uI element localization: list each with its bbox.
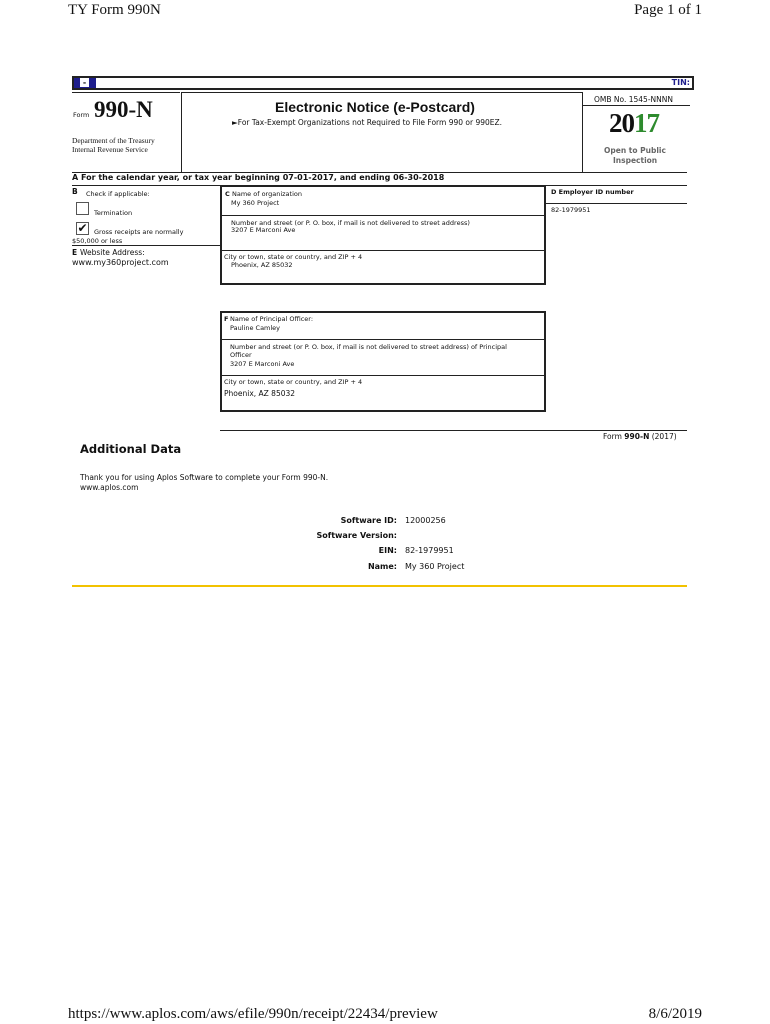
tin-label: TIN: [671, 78, 690, 87]
officer-name-value: Pauline Camley [230, 324, 281, 332]
name-label: Name: [367, 562, 397, 571]
irs-text: Internal Revenue Service [72, 145, 148, 154]
officer-city-value: Phoenix, AZ 85032 [224, 389, 296, 398]
top-bar-dash: - [80, 78, 89, 87]
omb-rule [582, 105, 690, 106]
gross-receipts-checkbox[interactable]: ✔ [77, 221, 88, 235]
yellow-divider [72, 585, 687, 587]
software-id-label: Software ID: [340, 516, 397, 525]
tax-year-suffix: 17 [634, 108, 659, 138]
section-b-label: Check if applicable: [86, 190, 150, 198]
officer-street-label-2: Officer [230, 351, 252, 359]
section-b-rule [72, 245, 220, 246]
print-footer-date: 8/6/2019 [648, 1006, 702, 1022]
org-rule-2 [222, 250, 546, 251]
section-b-letter: B [72, 187, 78, 196]
ein-label: EIN: [378, 546, 397, 555]
officer-rule-2 [222, 375, 544, 376]
print-header-page-number: Page 1 of 1 [634, 2, 702, 18]
header-rule-left [72, 92, 180, 93]
employer-id-rule [546, 203, 687, 204]
section-e-letter: E [72, 248, 78, 257]
department-text: Department of the Treasury [72, 136, 155, 145]
form-subtitle: ►For Tax-Exempt Organizations not Required to File Form 990 or 990EZ. [232, 118, 503, 127]
officer-name-label: Name of Principal Officer: [230, 315, 314, 323]
org-city-value: Phoenix, AZ 85032 [231, 261, 293, 269]
software-version-label: Software Version: [316, 531, 397, 540]
org-street-label: Number and street (or P. O. box, if mail is not delivered to street address) [231, 219, 470, 227]
form-word: Form [73, 111, 90, 119]
gross-receipts-label-2: $50,000 or less [72, 237, 123, 245]
officer-rule-1 [222, 339, 544, 340]
footer-form-number: 990-N [624, 432, 650, 441]
inspection-line-2: Inspection [613, 156, 658, 165]
omb-number: OMB No. 1545-NNNN [594, 95, 673, 104]
form-number: 990-N [94, 97, 153, 122]
section-f-letter: F [224, 315, 229, 323]
print-footer-url[interactable]: https://www.aplos.com/aws/efile/990n/receipt/22434/preview [68, 1006, 438, 1022]
section-c-letter: C [225, 190, 230, 198]
header-rule-mid [182, 92, 582, 93]
website-label: Website Address: [80, 248, 145, 257]
footer-form-year: (2017) [651, 432, 677, 441]
footer-form-word: Form [603, 432, 622, 441]
form-bottom-rule [220, 430, 687, 431]
employer-id-value: 82-1979951 [551, 206, 591, 214]
website-value: www.my360project.com [72, 258, 169, 267]
thank-you-text: Thank you for using Aplos Software to complete your Form 990-N. [80, 473, 329, 482]
org-name-value: My 360 Project [231, 199, 280, 207]
additional-data-heading: Additional Data [80, 442, 182, 456]
termination-checkbox[interactable] [76, 202, 89, 215]
tax-year-prefix: 20 [609, 108, 634, 138]
line-a-text: A For the calendar year, or tax year beginning 07-01-2017, and ending 06-30-2018 [72, 173, 445, 182]
ein-value: 82-1979951 [405, 546, 454, 555]
form-number-divider [181, 92, 182, 173]
aplos-website: www.aplos.com [80, 483, 139, 492]
org-street-value: 3207 E Marconi Ave [231, 226, 296, 234]
officer-street-label: Number and street (or P. O. box, if mail is not delivered to street address) of Principal [230, 343, 507, 351]
termination-label: Termination [94, 209, 133, 217]
principal-officer-box [220, 311, 546, 412]
tax-year [609, 108, 659, 139]
form-top-bar [72, 76, 694, 90]
officer-city-label: City or town, state or country, and ZIP + 4 [224, 378, 363, 386]
org-city-label: City or town, state or country, and ZIP + 4 [224, 253, 363, 261]
form-title: Electronic Notice (e-Postcard) [275, 99, 475, 115]
inspection-line-1: Open to Public [604, 146, 666, 155]
org-rule-1 [222, 215, 546, 216]
org-name-label: Name of organization [232, 190, 302, 198]
print-header-title: TY Form 990N [68, 2, 161, 18]
officer-street-value: 3207 E Marconi Ave [230, 360, 295, 368]
form-footer-reference [603, 432, 677, 441]
software-id-value: 12000256 [405, 516, 446, 525]
gross-receipts-label: Gross receipts are normally [94, 228, 184, 236]
employer-id-label: D Employer ID number [551, 188, 634, 196]
name-value: My 360 Project [405, 562, 465, 571]
organization-box [220, 186, 546, 285]
